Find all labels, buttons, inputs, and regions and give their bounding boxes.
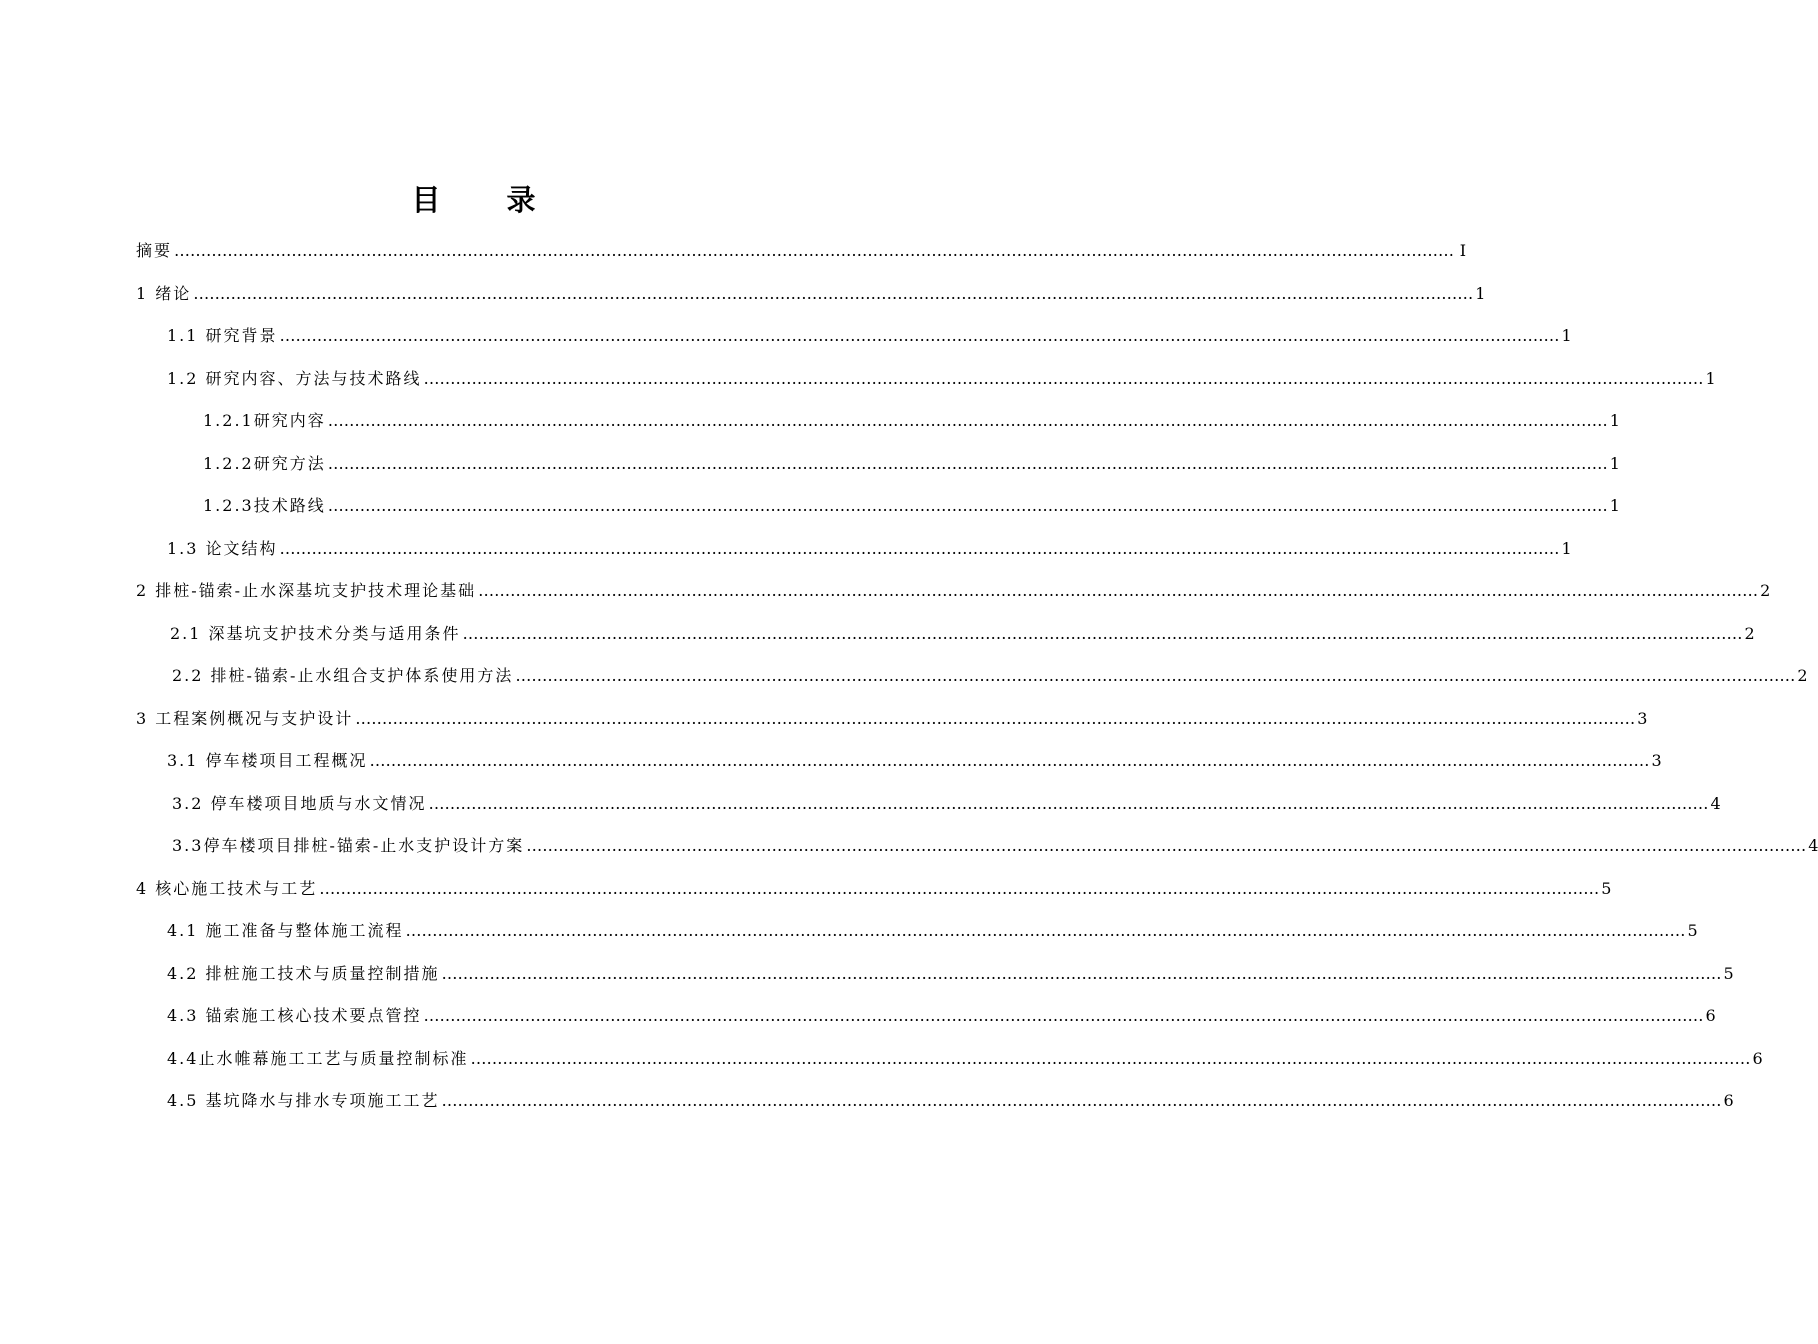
toc-entry[interactable] <box>172 833 1818 859</box>
toc-entry-page: 3 <box>1637 709 1648 728</box>
toc-leader-dots: …………………………………………………………………………………………………………………………………………………………………………………………………………………… <box>470 1049 1751 1068</box>
toc-entry-page: 1 <box>1609 496 1620 515</box>
toc-leader-dots: …………………………………………………………………………………………………………………………………………………………………………………………………………………… <box>327 496 1608 515</box>
toc-entry[interactable] <box>203 451 1620 477</box>
toc-entry-page: 2 <box>1797 666 1808 685</box>
toc-leader-dots: …………………………………………………………………………………………………………………………………………………………………………………………………………………… <box>428 794 1709 813</box>
toc-entry[interactable] <box>136 578 1771 604</box>
toc-leader-dots: …………………………………………………………………………………………………………………………………………………………………………………………………………………… <box>441 1091 1722 1110</box>
toc-leader-dots: …………………………………………………………………………………………………………………………………………………………………………………………………………………… <box>405 921 1686 940</box>
toc-entry[interactable] <box>172 791 1721 817</box>
toc-entry[interactable] <box>203 408 1620 434</box>
toc-entry-page: 6 <box>1752 1049 1763 1068</box>
toc-entry-label: 1.2.3技术路线 <box>203 496 326 515</box>
toc-entry-label: 4.4止水帷幕施工工艺与质量控制标准 <box>167 1049 469 1068</box>
toc-entry-page: 2 <box>1744 624 1755 643</box>
toc-entry[interactable] <box>167 536 1572 562</box>
toc-leader-dots: …………………………………………………………………………………………………………………………………………………………………………………………………………………… <box>327 454 1608 473</box>
toc-entry[interactable] <box>172 663 1808 689</box>
toc-entry-label: 3.3停车楼项目排桩-锚索-止水支护设计方案 <box>172 836 525 855</box>
toc-leader-dots: …………………………………………………………………………………………………………………………………………………………………………………………………………………… <box>441 964 1722 983</box>
toc-entry-label: 2.2 排桩-锚索-止水组合支护体系使用方法 <box>172 666 514 685</box>
toc-entry-page: 5 <box>1687 921 1698 940</box>
toc-entry-label: 3.2 停车楼项目地质与水文情况 <box>172 794 427 813</box>
toc-leader-dots: …………………………………………………………………………………………………………………………………………………………………………………………………………………… <box>369 751 1650 770</box>
toc-entry-label: 1.1 研究背景 <box>167 326 278 345</box>
toc-entry-label: 3.1 停车楼项目工程概况 <box>167 751 368 770</box>
toc-entry-label: 1.3 论文结构 <box>167 539 278 558</box>
toc-entry-page: 1 <box>1609 454 1620 473</box>
toc-entry-label: 4.3 锚索施工核心技术要点管控 <box>167 1006 422 1025</box>
toc-leader-dots: …………………………………………………………………………………………………………………………………………………………………………………………………………………… <box>193 284 1474 303</box>
toc-entry-label: 2 排桩-锚索-止水深基坑支护技术理论基础 <box>136 581 477 600</box>
toc-entry[interactable] <box>136 706 1648 732</box>
toc-leader-dots: …………………………………………………………………………………………………………………………………………………………………………………………………………………… <box>423 1006 1704 1025</box>
toc-entry[interactable] <box>167 323 1572 349</box>
toc-leader-dots: …………………………………………………………………………………………………………………………………………………………………………………………………………………… <box>462 624 1743 643</box>
toc-title: 目 录 <box>411 183 564 217</box>
toc-entry-page: 1 <box>1561 326 1572 345</box>
toc-leader-dots: …………………………………………………………………………………………………………………………………………………………………………………………………………………… <box>423 369 1704 388</box>
toc-leader-dots: …………………………………………………………………………………………………………………………………………………………………………………………………………………… <box>355 709 1636 728</box>
toc-entry-page: 3 <box>1651 751 1662 770</box>
toc-entry-page: 1 <box>1561 539 1572 558</box>
toc-entry-page: I <box>1459 241 1467 260</box>
toc-entry-label: 摘要 <box>136 241 173 260</box>
toc-entry-page: 6 <box>1705 1006 1716 1025</box>
toc-entry-page: 1 <box>1475 284 1486 303</box>
toc-entry-page: 1 <box>1705 369 1716 388</box>
toc-entry[interactable] <box>170 621 1755 647</box>
toc-entry-page: 4 <box>1710 794 1721 813</box>
toc-leader-dots: …………………………………………………………………………………………………………………………………………………………………………………………………………………… <box>319 879 1600 898</box>
toc-entry-page: 2 <box>1760 581 1771 600</box>
toc-entry[interactable] <box>167 748 1662 774</box>
toc-entry-label: 4.5 基坑降水与排水专项施工工艺 <box>167 1091 440 1110</box>
toc-leader-dots: …………………………………………………………………………………………………………………………………………………………………………………………………………………… <box>279 539 1560 558</box>
toc-entry-label: 4.2 排桩施工技术与质量控制措施 <box>167 964 440 983</box>
toc-entry[interactable] <box>203 493 1620 519</box>
toc-entry-label: 1.2.2研究方法 <box>203 454 326 473</box>
toc-entry[interactable] <box>136 238 1467 264</box>
toc-entry-page: 1 <box>1609 411 1620 430</box>
toc-leader-dots: …………………………………………………………………………………………………………………………………………………………………………………………………………………… <box>526 836 1807 855</box>
toc-entry[interactable] <box>167 1088 1734 1114</box>
toc-entry-label: 3 工程案例概况与支护设计 <box>136 709 354 728</box>
toc-entry-label: 2.1 深基坑支护技术分类与适用条件 <box>170 624 461 643</box>
toc-entry[interactable] <box>167 366 1716 392</box>
toc-leader-dots: …………………………………………………………………………………………………………………………………………………………………………………………………………………… <box>478 581 1759 600</box>
toc-entry[interactable] <box>136 281 1486 307</box>
toc-leader-dots: …………………………………………………………………………………………………………………………………………………………………………………………………………………… <box>515 666 1796 685</box>
toc-leader-dots: …………………………………………………………………………………………………………………………………………………………………………………………………………………… <box>174 241 1455 260</box>
toc-entry-label: 4 核心施工技术与工艺 <box>136 879 318 898</box>
toc-entry-page: 4 <box>1808 836 1818 855</box>
toc-entry[interactable] <box>167 1046 1763 1072</box>
toc-leader-dots: …………………………………………………………………………………………………………………………………………………………………………………………………………………… <box>327 411 1608 430</box>
toc-entry[interactable] <box>167 1003 1716 1029</box>
toc-entry-label: 1 绪论 <box>136 284 192 303</box>
toc-entry-page: 5 <box>1723 964 1734 983</box>
toc-entry-label: 4.1 施工准备与整体施工流程 <box>167 921 404 940</box>
toc-entry-page: 5 <box>1601 879 1612 898</box>
toc-entry[interactable] <box>167 918 1698 944</box>
toc-leader-dots: …………………………………………………………………………………………………………………………………………………………………………………………………………………… <box>279 326 1560 345</box>
toc-entry-page: 6 <box>1723 1091 1734 1110</box>
toc-entry[interactable] <box>167 961 1734 987</box>
toc-entry-label: 1.2.1研究内容 <box>203 411 326 430</box>
toc-entry-label: 1.2 研究内容、方法与技术路线 <box>167 369 422 388</box>
toc-entry[interactable] <box>136 876 1612 902</box>
